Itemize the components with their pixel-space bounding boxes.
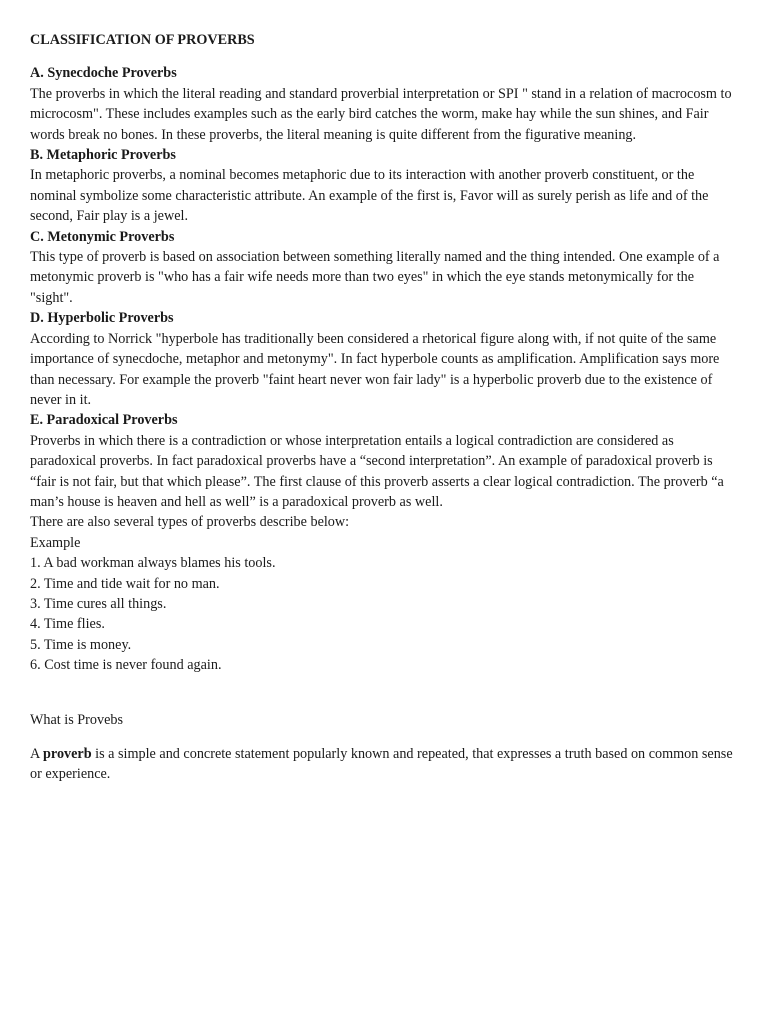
section-metonymic [30, 227, 738, 309]
section-hyperbolic [30, 308, 738, 410]
section-heading: B. Metaphoric Proverbs [30, 147, 176, 164]
example-list [30, 553, 738, 675]
spacer [30, 730, 738, 744]
definition-lead: A [30, 746, 44, 762]
definition-paragraph [30, 744, 738, 785]
section-paradoxical [30, 410, 738, 512]
document-title: CLASSIFICATION OF PROVERBS [30, 32, 255, 48]
list-item: 4. Time flies. [30, 616, 105, 633]
list-item: 6. Cost time is never found again. [30, 657, 222, 674]
section-heading: E. Paradoxical Proverbs [30, 412, 178, 429]
list-item: 2. Time and tide wait for no man. [30, 575, 220, 592]
section-body: Proverbs in which there is a contradiction or whose interpretation entails a logical contradiction are considered as paradoxical proverbs. In fact paradoxical proverbs have a “second interpretation”. An example of paradoxical proverb is “fair is not fair, but that which please”. The first clause of this proverb asserts a clear logical contradiction. The proverb “a man’s house is heaven and hell as well” is a paradoxical proverb as well. [30, 432, 724, 510]
section-heading: C. Metonymic Proverbs [30, 228, 175, 245]
section-heading: D. Hyperbolic Proverbs [30, 310, 174, 327]
list-item: 5. Time is money. [30, 636, 132, 653]
section-body: This type of proverb is based on association between something literally named and the thing intended. One example of a metonymic proverb is "who has a fair wife needs more than two eyes" in which the eye stands metonymically for the "sight". [30, 249, 720, 306]
list-item: 1. A bad workman always blames his tools. [30, 555, 276, 572]
types-intro: There are also several types of proverbs describe below: [30, 514, 350, 531]
definition-term: proverb [43, 746, 92, 762]
definition-rest: is a simple and concrete statement popularly known and repeated, that expresses a truth based on common sense or experience. [30, 746, 733, 783]
section-metaphoric [30, 145, 738, 227]
section-body: According to Norrick "hyperbole has traditionally been considered a rhetorical figure along with, if not quite of the same importance of synecdoche, metaphor and metonymy". In fact hyperbole counts as amplification. Amplification says more than necessary. For example the proverb "faint heart never won fair lady" is a hyperbolic proverb due to the existence of never in it. [30, 330, 720, 408]
list-item: 3. Time cures all things. [30, 595, 167, 612]
section-body: The proverbs in which the literal reading and standard proverbial interpretation or SPI " stand in a relation of macrocosm to microcosm". These includes examples such as the early bird catches the worm, make hay while the sun shines, and Fair words break no bones. In these proverbs, the literal meaning is quite different from the figurative meaning. [30, 85, 732, 143]
section-synecdoche [30, 63, 738, 145]
section-heading: A. Synecdoche Proverbs [30, 65, 177, 82]
spacer [30, 676, 738, 710]
example-label: Example [30, 534, 81, 551]
section-body: In metaphoric proverbs, a nominal becomes metaphoric due to its interaction with another proverb constituent, or the nominal symbolize some characteristic attribute. An example of the first is, Favor will as surely perish as life and of the second, Fair play is a jewel. [30, 167, 709, 225]
what-is-heading: What is Provebs [30, 711, 123, 728]
